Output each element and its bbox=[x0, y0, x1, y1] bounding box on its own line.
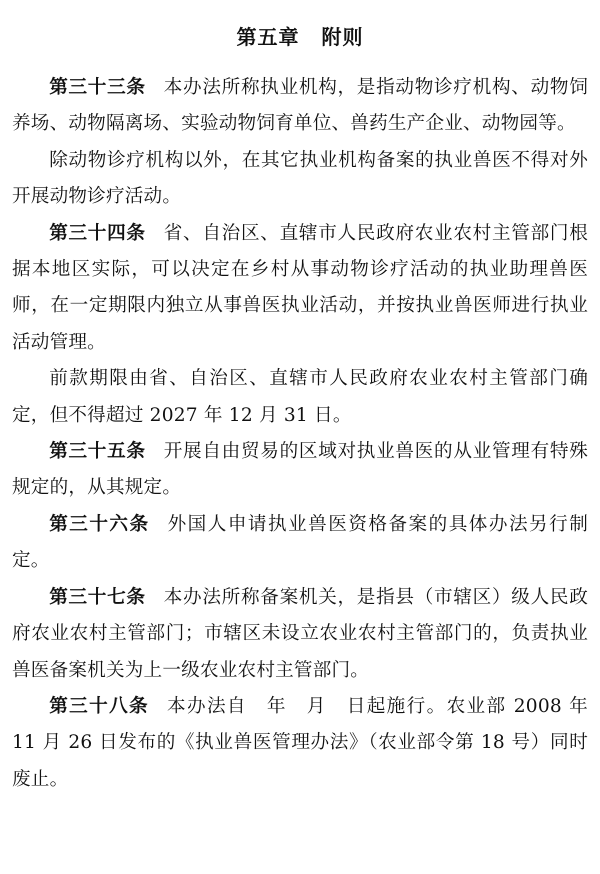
article-text: 除动物诊疗机构以外，在其它执业机构备案的执业兽医不得对外开展动物诊疗活动。 bbox=[12, 149, 588, 208]
chapter-title: 附则 bbox=[321, 25, 364, 49]
chapter-number: 第五章 bbox=[236, 25, 300, 49]
article-34-paragraph-2 bbox=[12, 361, 588, 434]
article-number: 第三十五条 bbox=[49, 441, 146, 463]
article-text: 本办法所称备案机关，是指县（市辖区）级人民政府农业农村主管部门；市辖区未设立农业农村主管部门的，负责执业兽医备案机关为上一级农业农村主管部门。 bbox=[12, 586, 588, 681]
article-33-paragraph-2 bbox=[12, 143, 588, 216]
article-33-paragraph bbox=[12, 70, 588, 143]
article-38-paragraph bbox=[12, 689, 588, 798]
article-text: 外国人申请执业兽医资格备案的具体办法另行制定。 bbox=[12, 513, 588, 572]
article-number: 第三十八条 bbox=[49, 695, 150, 717]
article-35-paragraph bbox=[12, 434, 588, 507]
article-text: 开展自由贸易的区域对执业兽医的从业管理有特殊规定的，从其规定。 bbox=[12, 441, 588, 499]
article-34-paragraph bbox=[12, 216, 588, 362]
article-number: 第三十四条 bbox=[49, 222, 146, 244]
article-text: 本办法所称执业机构，是指动物诊疗机构、动物饲养场、动物隔离场、实验动物饲育单位、兽药生产企业、动物园等。 bbox=[12, 77, 588, 135]
article-number: 第三十六条 bbox=[49, 513, 150, 535]
article-number: 第三十三条 bbox=[49, 77, 146, 98]
article-number: 第三十七条 bbox=[49, 586, 146, 608]
article-36-paragraph bbox=[12, 507, 588, 580]
chapter-heading bbox=[12, 22, 588, 52]
article-37-paragraph bbox=[12, 580, 588, 689]
article-text: 省、自治区、直辖市人民政府农业农村主管部门根据本地区实际，可以决定在乡村从事动物诊疗活动的执业助理兽医师，在一定期限内独立从事兽医执业活动，并按执业兽医师进行执业活动管理。 bbox=[12, 222, 588, 353]
article-text: 前款期限由省、自治区、直辖市人民政府农业农村主管部门确定，但不得超过 2027 年 12 月 31 日。 bbox=[12, 368, 588, 426]
article-text: 本办法自 年 月 日起施行。农业部 2008 年 11 月 26 日发布的《执业兽医管理办法》（农业部令第 18 号）同时废止。 bbox=[12, 695, 588, 790]
